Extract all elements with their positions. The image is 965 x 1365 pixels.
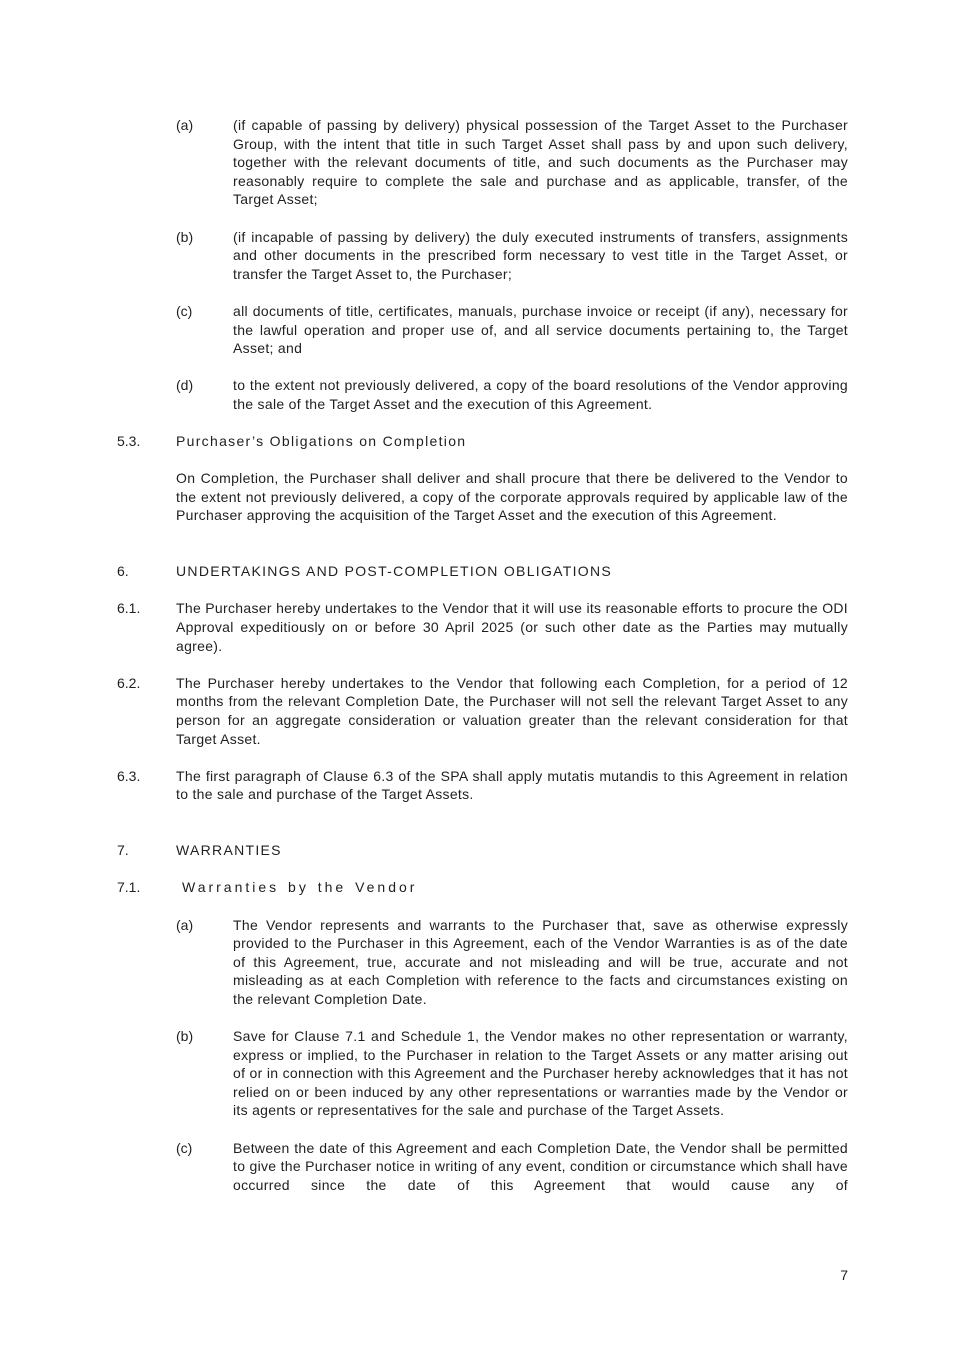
list-item (176, 302, 848, 358)
list-item-text: to the extent not previously delivered, a copy of the board resolutions of the Vendor approving the sale of the Target Asset and the execution of this Agreement. (233, 377, 848, 412)
list-item-label: (c) (176, 302, 193, 319)
clause-title: Purchaser’s Obligations on Completion (176, 433, 467, 450)
clause-6-2 (117, 674, 848, 748)
list-item (176, 1139, 848, 1195)
document-content (117, 116, 848, 1194)
list-item-text: Between the date of this Agreement and each Completion Date, the Vendor shall be permitted to give the Purchaser notice in writing of any event, condition or circumstance which shall have occurred since the date of this Agreement that would cause any of (233, 1139, 848, 1193)
section-title: UNDERTAKINGS AND POST-COMPLETION OBLIGATIONS (176, 563, 613, 580)
list-item (176, 228, 848, 284)
page-number: 7 (840, 1267, 848, 1283)
list-item-label: (a) (176, 916, 194, 933)
clause-6-3 (117, 767, 848, 804)
clause-number: 5.3. (117, 433, 141, 450)
clause-number: 6.3. (117, 767, 141, 784)
clause-heading-7-1 (117, 878, 848, 897)
section-number: 6. (117, 563, 129, 580)
clause-text: The first paragraph of Clause 6.3 of the SPA shall apply mutatis mutandis to this Agreement in relation to the sale and purchase of the Target Assets. (176, 767, 848, 803)
list-item-text: all documents of title, certificates, manuals, purchase invoice or receipt (if any), necessary for the lawful operation and proper use of, and all service documents pertaining to, the Target Asset; and (233, 302, 848, 357)
list-item-label: (a) (176, 117, 194, 133)
clause-text: The Purchaser hereby undertakes to the Vendor that it will use its reasonable efforts to procure the ODI Approval expeditiously on or before 30 April 2025 (or such other date as the Parties may mutually agree). (176, 600, 848, 654)
clause-title: Warranties by the Vendor (182, 879, 418, 896)
section-heading-6 (117, 562, 848, 581)
list-item-text: (if incapable of passing by delivery) the duly executed instruments of transfers, assignments and other documents in the prescribed form necessary to vest title in the Target Asset, or transfer the Target Asset to, the Purchaser; (233, 228, 848, 282)
section-number: 7. (117, 842, 129, 859)
list-item (176, 116, 848, 209)
list-item (176, 916, 848, 1009)
clause-number: 7.1. (117, 879, 141, 896)
list-item-label: (b) (176, 1028, 194, 1045)
clause-heading-5-3 (117, 432, 848, 451)
list-item-label: (d) (176, 377, 194, 394)
clause-number: 6.1. (117, 600, 141, 617)
list-item-label: (b) (176, 228, 194, 245)
list-item-text: (if capable of passing by delivery) physical possession of the Target Asset to the Purchaser Group, with the intent that title in such Target Asset shall pass by and upon such delivery, together with the relevant documents of title, and such documents as the Purchaser may reasonably require to complete the sale and purchase and as applicable, transfer, of the Target Asset; (233, 117, 848, 208)
clause-text: The Purchaser hereby undertakes to the Vendor that following each Completion, for a period of 12 months from the relevant Completion Date, the Purchaser will not sell the relevant Target Asset to any person for an aggregate consideration or valuation greater than the relevant consideration for that Target Asset. (176, 674, 848, 747)
paragraph: On Completion, the Purchaser shall deliver and shall procure that there be delivered to the Vendor to the extent not previously delivered, a copy of the corporate approvals required by applicable law of the Purchaser approving the acquisition of the Target Asset and the execution of this Agreement. (176, 470, 848, 524)
list-item (176, 376, 848, 413)
list-item-text: Save for Clause 7.1 and Schedule 1, the Vendor makes no other representation or warranty, express or implied, to the Purchaser in relation to the Target Assets or any matter arising out of or in connection with this Agreement and the Purchaser hereby acknowledges that it has not relied on or been induced by any other representations or warranties made by the Vendor or its agents or representatives for the sale and purchase of the Target Assets. (233, 1028, 848, 1119)
list-item-label: (c) (176, 1139, 193, 1156)
clause-6-1 (117, 599, 848, 655)
section-heading-7 (117, 841, 848, 860)
list-item-text: The Vendor represents and warrants to the Purchaser that, save as otherwise expressly provided to the Purchaser in this Agreement, each of the Vendor Warranties is as of the date of this Agreement, true, accurate and not misleading and will be true, accurate and not misleading as at each Completion with reference to the facts and circumstances existing on the relevant Completion Date. (233, 916, 848, 1007)
list-item (176, 1027, 848, 1120)
clause-number: 6.2. (117, 674, 141, 691)
section-title: WARRANTIES (176, 842, 282, 859)
